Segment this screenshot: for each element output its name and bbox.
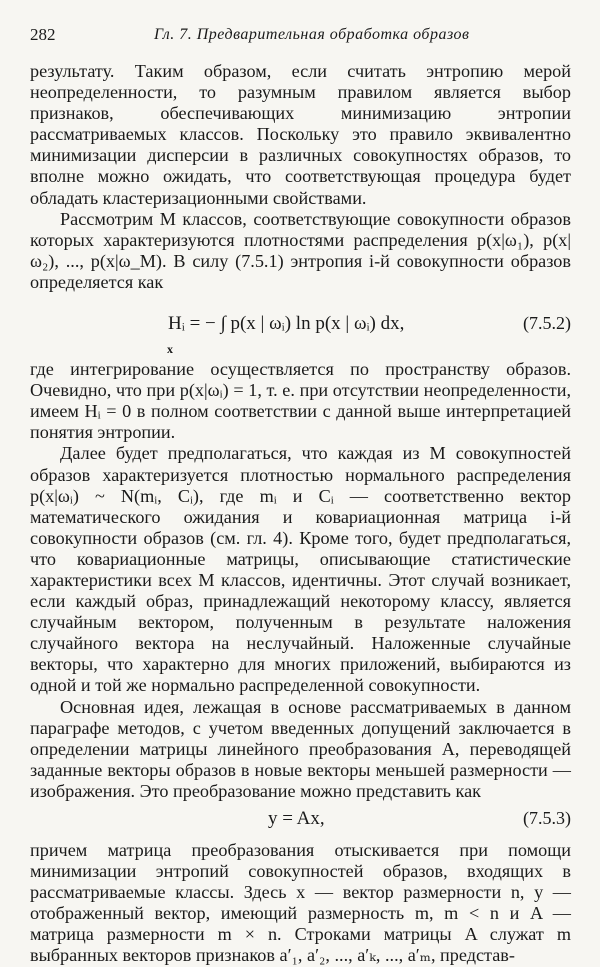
equation-entropy (30, 301, 571, 357)
equation-transform (30, 806, 571, 834)
equation-formula: y = Ax, (268, 808, 325, 829)
paragraph-3: где интегрирование осуществляется по пространству образов. Очевидно, что при p(x|ωᵢ) = 1, т. е. при отсутствии неопределенности, имеем Hᵢ = 0 в полном соответствии с данной выше интерпретацией понятия энтропии. (30, 359, 571, 443)
paragraph-4: Далее будет предполагаться, что каждая из M совокупностей образов характеризуется плотностью нормального распределения p(x|ωᵢ) ~ N(mᵢ, Cᵢ), где mᵢ и Cᵢ — соответственно вектор математического ожидания и ковариационная матрица i-й совокупности образов (см. гл. 4). Кроме того, будет предполагаться, что ковариационные матрицы, описывающие статистические характеристики всех M классов, идентичны. Этот случай возникает, если каждый образ, принадлежащий некоторому классу, является случайным вектором, полученным в результате наложения случайного вектора на неслучайный. Наложенные случайные векторы, что характерно для многих приложений, выбираются из одной и той же нормально распределенной совокупности. (30, 443, 571, 696)
equation-number: (7.5.3) (523, 808, 571, 828)
page-body (30, 61, 571, 967)
integral-subscript: x (167, 342, 173, 357)
equation-number: (7.5.2) (523, 313, 571, 334)
paragraph-1: результату. Таким образом, если считать энтропию мерой неопределенности, то разумным правилом является выбор признаков, обеспечивающих минимизацию энтропии рассматриваемых классов. Поскольку это правило эквивалентно минимизации дисперсии в различных совокупностях образов, то вполне можно ожидать, что соответствующая процедура будет обладать кластеризационными свойствами. (30, 61, 571, 208)
paragraph-2: Рассмотрим M классов, соответствующие совокупности образов которых характеризуются плотностями распределения p(x|ω₁), p(x|ω₂), ..., p(x|ω_M). В силу (7.5.1) энтропия i-й совокупности образов определяется как (30, 208, 571, 292)
equation-formula: Hᵢ = − ∫ p(x | ωᵢ) ln p(x | ωᵢ) dx, (168, 313, 405, 335)
page-header (30, 25, 570, 49)
paragraph-5: Основная идея, лежащая в основе рассматриваемых в данном параграфе методов, с учетом введенных допущений заключается в определении матрицы линейного преобразования A, переводящей заданные векторы образов в новые векторы меньшей размерности — изображения. Это преобразование можно представить как (30, 696, 571, 801)
page-number: 282 (30, 25, 56, 44)
paragraph-6: причем матрица преобразования отыскивается при помощи минимизации энтропий совокупностей образов, входящих в рассматриваемые классы. Здесь x — вектор размерности n, y — отображенный вектор, имеющий размерность m, m < n и A — матрица размерности m × n. Строками матрицы A служат m выбранных векторов признаков a′₁, a′₂, ..., a′ₖ, ..., a′ₘ, представ- (30, 840, 571, 966)
running-title: Гл. 7. Предварительная обработка образов (154, 26, 470, 43)
